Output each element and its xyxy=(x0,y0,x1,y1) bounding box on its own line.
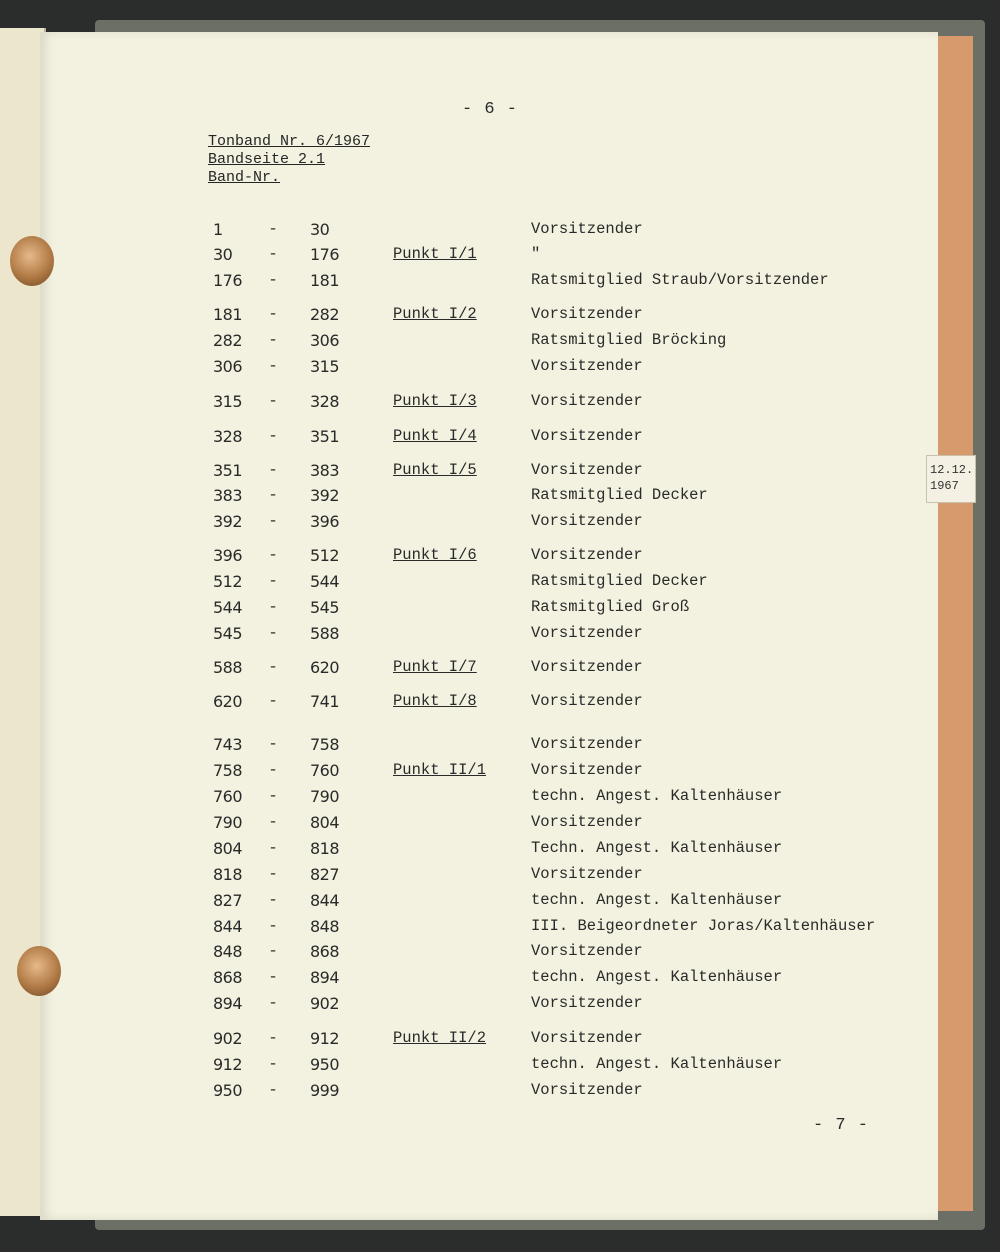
counter-start: 818 xyxy=(213,865,243,884)
speaker: techn. Angest. Kaltenhäuser xyxy=(531,787,783,805)
counter-end: 758 xyxy=(310,735,340,754)
speaker: Vorsitzender xyxy=(531,865,643,883)
speaker: Vorsitzender xyxy=(531,1029,643,1047)
speaker: Ratsmitglied Decker xyxy=(531,486,708,504)
counter-end: 844 xyxy=(310,891,340,910)
counter-end: 181 xyxy=(310,271,340,290)
range-dash: - xyxy=(268,245,278,263)
range-dash: - xyxy=(268,692,278,710)
counter-start: 760 xyxy=(213,787,243,806)
speaker: Vorsitzender xyxy=(531,512,643,530)
range-dash: - xyxy=(268,787,278,805)
range-dash: - xyxy=(268,865,278,883)
speaker: Vorsitzender xyxy=(531,735,643,753)
speaker: Vorsitzender xyxy=(531,357,643,375)
counter-end: 902 xyxy=(310,994,340,1013)
counter-start: 827 xyxy=(213,891,243,910)
speaker: techn. Angest. Kaltenhäuser xyxy=(531,968,783,986)
counter-start: 315 xyxy=(213,392,243,411)
counter-end: 827 xyxy=(310,865,340,884)
range-dash: - xyxy=(268,735,278,753)
counter-start: 544 xyxy=(213,598,243,617)
counter-start: 328 xyxy=(213,427,243,446)
counter-end: 999 xyxy=(310,1081,340,1100)
tape-side: Bandseite 2.1 xyxy=(208,151,326,168)
range-dash: - xyxy=(268,392,278,410)
speaker: Vorsitzender xyxy=(531,461,643,479)
range-dash: - xyxy=(268,968,278,986)
speaker: Vorsitzender xyxy=(531,994,643,1012)
counter-start: 588 xyxy=(213,658,243,677)
counter-end: 868 xyxy=(310,942,340,961)
counter-start: 848 xyxy=(213,942,243,961)
counter-start: 844 xyxy=(213,917,243,936)
band-number: Band-Nr. xyxy=(208,169,281,186)
speaker: Vorsitzender xyxy=(531,692,643,710)
counter-end: 392 xyxy=(310,486,340,505)
counter-start: 804 xyxy=(213,839,243,858)
counter-start: 306 xyxy=(213,357,243,376)
counter-end: 30 xyxy=(310,220,330,239)
date-tag-line2: 1967 xyxy=(930,479,959,493)
counter-start: 396 xyxy=(213,546,243,565)
counter-start: 181 xyxy=(213,305,243,324)
range-dash: - xyxy=(268,839,278,857)
range-dash: - xyxy=(268,1055,278,1073)
agenda-item: Punkt I/6 xyxy=(393,546,477,564)
range-dash: - xyxy=(268,658,278,676)
range-dash: - xyxy=(268,761,278,779)
counter-end: 383 xyxy=(310,461,340,480)
agenda-item: Punkt I/5 xyxy=(393,461,477,479)
counter-start: 1 xyxy=(213,220,223,239)
counter-end: 848 xyxy=(310,917,340,936)
counter-start: 620 xyxy=(213,692,243,711)
range-dash: - xyxy=(268,813,278,831)
counter-end: 306 xyxy=(310,331,340,350)
binder-ring-top xyxy=(10,236,54,286)
range-dash: - xyxy=(268,512,278,530)
counter-end: 315 xyxy=(310,357,340,376)
range-dash: - xyxy=(268,220,278,238)
agenda-item: Punkt I/2 xyxy=(393,305,477,323)
counter-end: 804 xyxy=(310,813,340,832)
range-dash: - xyxy=(268,942,278,960)
speaker: III. Beigeordneter Joras/Kaltenhäuser xyxy=(531,917,876,935)
counter-start: 512 xyxy=(213,572,243,591)
counter-end: 396 xyxy=(310,512,340,531)
counter-start: 868 xyxy=(213,968,243,987)
date-tag xyxy=(926,455,976,503)
agenda-item: Punkt II/2 xyxy=(393,1029,487,1047)
counter-end: 620 xyxy=(310,658,340,677)
tape-header xyxy=(208,133,370,187)
counter-end: 545 xyxy=(310,598,340,617)
counter-end: 588 xyxy=(310,624,340,643)
range-dash: - xyxy=(268,1081,278,1099)
agenda-item: Punkt I/4 xyxy=(393,427,477,445)
counter-start: 282 xyxy=(213,331,243,350)
speaker: Vorsitzender xyxy=(531,624,643,642)
speaker: Vorsitzender xyxy=(531,546,643,564)
speaker: Ratsmitglied Decker xyxy=(531,572,708,590)
range-dash: - xyxy=(268,598,278,616)
speaker: techn. Angest. Kaltenhäuser xyxy=(531,1055,783,1073)
speaker: Ratsmitglied Straub/Vorsitzender xyxy=(531,271,829,289)
counter-end: 512 xyxy=(310,546,340,565)
range-dash: - xyxy=(268,271,278,289)
counter-end: 760 xyxy=(310,761,340,780)
counter-end: 790 xyxy=(310,787,340,806)
speaker: Techn. Angest. Kaltenhäuser xyxy=(531,839,783,857)
counter-start: 30 xyxy=(213,245,233,264)
speaker: Vorsitzender xyxy=(531,305,643,323)
speaker: Vorsitzender xyxy=(531,220,643,238)
range-dash: - xyxy=(268,357,278,375)
page-number: - 6 - xyxy=(462,100,519,119)
range-dash: - xyxy=(268,624,278,642)
counter-start: 545 xyxy=(213,624,243,643)
counter-start: 902 xyxy=(213,1029,243,1048)
speaker: Vorsitzender xyxy=(531,392,643,410)
counter-end: 176 xyxy=(310,245,340,264)
agenda-item: Punkt I/1 xyxy=(393,245,477,263)
tape-number: Tonband Nr. 6/1967 xyxy=(208,133,371,150)
counter-end: 544 xyxy=(310,572,340,591)
agenda-item: Punkt I/3 xyxy=(393,392,477,410)
speaker: Vorsitzender xyxy=(531,658,643,676)
counter-end: 818 xyxy=(310,839,340,858)
range-dash: - xyxy=(268,331,278,349)
binder-ring-bottom xyxy=(17,946,61,996)
speaker: Vorsitzender xyxy=(531,942,643,960)
counter-end: 741 xyxy=(310,692,340,711)
speaker: " xyxy=(531,245,541,263)
range-dash: - xyxy=(268,917,278,935)
counter-end: 950 xyxy=(310,1055,340,1074)
counter-start: 351 xyxy=(213,461,243,480)
counter-end: 894 xyxy=(310,968,340,987)
speaker: Ratsmitglied Groß xyxy=(531,598,690,616)
range-dash: - xyxy=(268,891,278,909)
counter-start: 790 xyxy=(213,813,243,832)
range-dash: - xyxy=(268,572,278,590)
range-dash: - xyxy=(268,305,278,323)
counter-start: 383 xyxy=(213,486,243,505)
counter-start: 743 xyxy=(213,735,243,754)
range-dash: - xyxy=(268,1029,278,1047)
counter-start: 758 xyxy=(213,761,243,780)
agenda-item: Punkt II/1 xyxy=(393,761,487,779)
range-dash: - xyxy=(268,546,278,564)
next-page-number: - 7 - xyxy=(813,1116,870,1135)
counter-end: 912 xyxy=(310,1029,340,1048)
range-dash: - xyxy=(268,994,278,1012)
speaker: Vorsitzender xyxy=(531,1081,643,1099)
range-dash: - xyxy=(268,486,278,504)
speaker: Vorsitzender xyxy=(531,427,643,445)
agenda-item: Punkt I/7 xyxy=(393,658,477,676)
document-page xyxy=(40,32,938,1220)
counter-end: 351 xyxy=(310,427,340,446)
counter-start: 950 xyxy=(213,1081,243,1100)
speaker: Vorsitzender xyxy=(531,761,643,779)
counter-start: 176 xyxy=(213,271,243,290)
range-dash: - xyxy=(268,461,278,479)
counter-start: 912 xyxy=(213,1055,243,1074)
agenda-item: Punkt I/8 xyxy=(393,692,477,710)
counter-end: 328 xyxy=(310,392,340,411)
speaker: Ratsmitglied Bröcking xyxy=(531,331,727,349)
counter-start: 894 xyxy=(213,994,243,1013)
counter-end: 282 xyxy=(310,305,340,324)
speaker: Vorsitzender xyxy=(531,813,643,831)
date-tag-line1: 12.12. xyxy=(930,463,974,477)
speaker: techn. Angest. Kaltenhäuser xyxy=(531,891,783,909)
range-dash: - xyxy=(268,427,278,445)
counter-start: 392 xyxy=(213,512,243,531)
